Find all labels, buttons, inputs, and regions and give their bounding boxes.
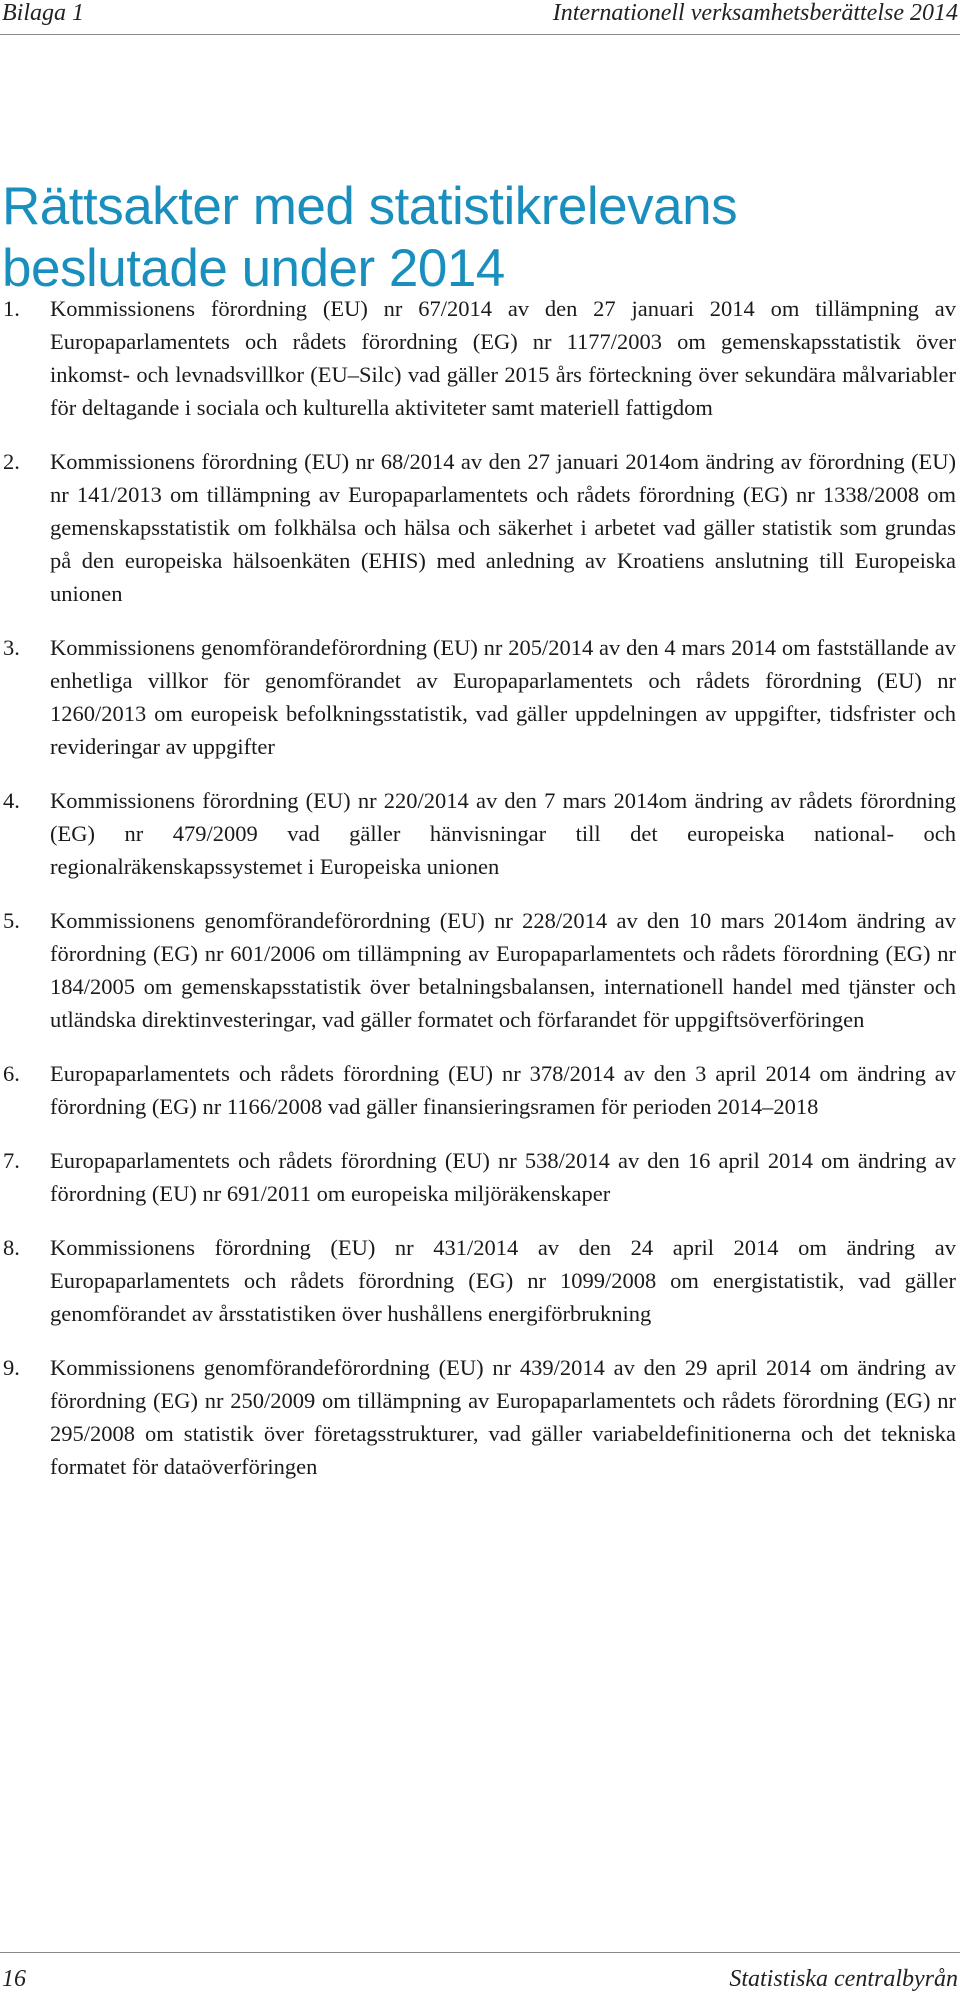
list-item-text: Kommissionens förordning (EU) nr 68/2014 av den 27 januari 2014om ändring av förordning (EU) nr 141/2013 om tillämpning av Europaparlamentets och rådets förordning (EG) nr 1338/2008 om gemenskapsstatistik om folkhälsa och hälsa och säkerhet i arbetet vad gäller statistik som grundas på den europeiska hälsoenkäten (EHIS) med anledning av Kroatiens anslutning till Europeiska unionen	[50, 449, 956, 606]
list-item-text: Europaparlamentets och rådets förordning (EU) nr 378/2014 av den 3 april 2014 om ändring av förordning (EG) nr 1166/2008 vad gäller finansieringsramen för perioden 2014–2018	[50, 1061, 956, 1119]
list-item-number: 9.	[3, 1355, 20, 1380]
page-title: Rättsakter med statistikrelevans beslutade under 2014	[2, 176, 738, 298]
list-item	[0, 631, 960, 763]
header-appendix-label: Bilaga 1	[2, 0, 84, 26]
list-item-text: Kommissionens genomförandeförordning (EU) nr 439/2014 av den 29 april 2014 om ändring av förordning (EG) nr 250/2009 om tillämpning av Europaparlamentets och rådets förordning (EG) nr 295/2008 om statistik över företagsstrukturer, vad gäller variabeldefinitionerna och det tekniska formatet för dataöverföringen	[50, 1355, 956, 1479]
footer-divider	[0, 1952, 960, 1953]
list-item	[0, 292, 960, 424]
list-item-text: Europaparlamentets och rådets förordning (EU) nr 538/2014 av den 16 april 2014 om ändring av förordning (EU) nr 691/2011 om europeiska miljöräkenskaper	[50, 1148, 956, 1206]
list-item-text: Kommissionens förordning (EU) nr 67/2014 av den 27 januari 2014 om tillämpning av Europaparlamentets och rådets förordning (EG) nr 1177/2003 om gemenskapsstatistik över inkomst- och levnadsvillkor (EU–Silc) vad gäller 2015 års förteckning över sekundära målvariabler för deltagande i sociala och kulturella aktiviteter samt materiell fattigdom	[50, 296, 956, 420]
list-item-text: Kommissionens genomförandeförordning (EU) nr 205/2014 av den 4 mars 2014 om fastställande av enhetliga villkor för genomförandet av Europaparlamentets och rådets förordning (EU) nr 1260/2013 om europeisk befolkningsstatistik, vad gäller uppdelningen av uppgifter, tidsfrister och revideringar av uppgifter	[50, 635, 956, 759]
list-item	[0, 904, 960, 1036]
list-item	[0, 1231, 960, 1330]
list-item-number: 6.	[3, 1061, 20, 1086]
page-number: 16	[2, 1966, 26, 1992]
list-item-number: 7.	[3, 1148, 20, 1173]
list-item-number: 5.	[3, 908, 20, 933]
page-header	[0, 0, 960, 26]
list-item	[0, 1351, 960, 1483]
list-item-text: Kommissionens förordning (EU) nr 220/2014 av den 7 mars 2014om ändring av rådets förordning (EG) nr 479/2009 vad gäller hänvisningar till det europeiska national- och regionalräkenskapssystemet i Europeiska unionen	[50, 788, 956, 879]
header-divider	[0, 34, 960, 35]
footer-publisher: Statistiska centralbyrån	[729, 1966, 958, 1992]
list-item-text: Kommissionens förordning (EU) nr 431/2014 av den 24 april 2014 om ändring av Europaparlamentets och rådets förordning (EG) nr 1099/2008 om energistatistik, vad gäller genomförandet av årsstatistiken över hushållens energiförbrukning	[50, 1235, 956, 1326]
list-item-number: 4.	[3, 788, 20, 813]
list-item	[0, 1144, 960, 1210]
list-item-number: 1.	[3, 296, 20, 321]
list-item-number: 3.	[3, 635, 20, 660]
list-item	[0, 1057, 960, 1123]
list-item-text: Kommissionens genomförandeförordning (EU) nr 228/2014 av den 10 mars 2014om ändring av förordning (EG) nr 601/2006 om tillämpning av Europaparlamentets och rådets förordning (EG) nr 184/2005 om gemenskapsstatistik över betalningsbalansen, internationell handel med tjänster och utländska direktinvesteringar, vad gäller formatet och förfarandet för uppgiftsöverföringen	[50, 908, 956, 1032]
legal-acts-list	[0, 292, 960, 1483]
list-item	[0, 784, 960, 883]
list-item-number: 2.	[3, 449, 20, 474]
list-item-number: 8.	[3, 1235, 20, 1260]
list-item	[0, 445, 960, 610]
header-report-title: Internationell verksamhetsberättelse 2014	[552, 0, 958, 26]
